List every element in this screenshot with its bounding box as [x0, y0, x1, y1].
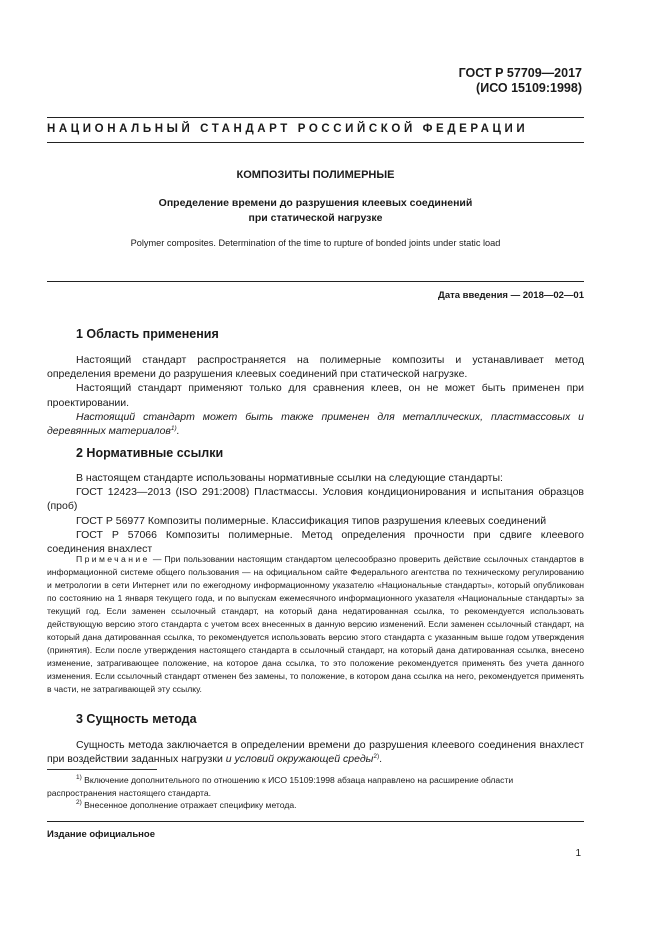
page-number: 1: [575, 848, 581, 859]
section-1-body: [47, 353, 584, 438]
footnote-ref-1: 1): [170, 425, 177, 433]
iso-number: (ИСО 15109:1998): [476, 81, 582, 95]
footnote-1: [47, 774, 584, 799]
section-1-paragraph-3-end: .: [176, 425, 180, 438]
section-1-paragraph-2: Настоящий стандарт применяют только для сравнения клеев, он не может быть применен при проектировании.: [47, 382, 584, 409]
section-3-heading: 3 Сущность метода: [76, 712, 197, 726]
footnote-1-mark: 1): [76, 774, 82, 781]
footnote-separator: [47, 769, 157, 770]
standard-code: [459, 66, 582, 96]
section-1-heading: 1 Область применения: [76, 327, 219, 341]
note-block: [47, 553, 584, 696]
footnote-2-mark: 2): [76, 799, 82, 806]
section-1-paragraph-3: [47, 410, 584, 438]
section-1-paragraph-3-text: Настоящий стандарт может быть также применен для металлических, пластмассовых и деревянных материалов: [47, 410, 584, 438]
footnote-ref-2: 2): [373, 753, 380, 761]
normative-ref-2: ГОСТ Р 56977 Композиты полимерные. Классификация типов разрушения клеевых соединений: [76, 514, 547, 527]
date-of-introduction: Дата введения — 2018—02—01: [438, 290, 584, 301]
footnote-2: [47, 799, 584, 812]
normative-ref-1: ГОСТ 12423—2013 (ISO 291:2008) Пластмассы. Условия кондиционирования и испытания образцов (проб): [47, 486, 584, 513]
note-label: Примечание: [76, 554, 150, 564]
national-standard-banner: НАЦИОНАЛЬНЫЙ СТАНДАРТ РОССИЙСКОЙ ФЕДЕРАЦИИ: [47, 123, 529, 135]
standard-number: ГОСТ Р 57709—2017: [458, 66, 582, 80]
footnote-2-text: Внесенное дополнение отражает специфику метода.: [84, 800, 297, 810]
sub-title-line-1: Определение времени до разрушения клеевых соединений: [158, 197, 473, 209]
normative-ref-3: ГОСТ Р 57066 Композиты полимерные. Метод определения прочности при сдвиге клеевого соединения внахлест: [47, 528, 584, 556]
section-1-paragraph-1: Настоящий стандарт распространяется на полимерные композиты и устанавливает метод определения времени до разрушения клеевых соединений при статической нагрузке.: [47, 354, 584, 381]
header-rule-bottom: [47, 142, 584, 143]
section-2-heading: 2 Нормативные ссылки: [76, 446, 224, 460]
normative-intro: В настоящем стандарте использованы нормативные ссылки на следующие стандарты:: [76, 472, 503, 484]
sub-title: [47, 196, 584, 226]
note-text: — При пользовании настоящим стандартом целесообразно проверить действие ссылочных стандартов в информационной системе общего пользования — на официальном сайте Федерального агентства по техническому регулированию и метрологии в сети Интернет или по ежегодному информационному указателю «Национальные стандарты», который опубликован по состоянию на 1 января текущего года, и по выпускам ежемесячного информационного указателя «Национальные стандарты» за текущий год. Если заменен ссылочный стандарт, на который дана недатированная ссылка, то рекомендуется использовать действующую версию этого стандарта с учетом всех внесенных в данную версию изменений. Если заменен ссылочный стандарт, на который дана датированная ссылка, то рекомендуется использовать версию этого стандарта с указанным выше годом утверждения (принятия). Если после утверждения настоящего стандарта в ссылочный стандарт, на который дана датированная ссылка, внесено изменение, затрагивающее положение, на которое дана ссылка, то это положение рекомендуется применять без учета данного изменения. Если ссылочный стандарт отменен без замены, то положение, в котором дана ссылка на него, рекомендуется применять в части, не затрагивающей эту ссылку.: [47, 554, 584, 694]
section-3-paragraph-1: [47, 738, 584, 766]
english-title: Polymer composites. Determination of the time to rupture of bonded joints under static load: [130, 238, 501, 248]
sub-title-line-2: при статической нагрузке: [248, 212, 383, 224]
section-3-paragraph-1-italic: и условий окружающей среды: [222, 753, 374, 766]
footnote-1-text: Включение дополнительного по отношению к ИСО 15109:1998 абзаца направлено на расширение области распространения настоящего стандарта.: [47, 775, 514, 798]
header-rule-top: [47, 117, 584, 118]
section-2-body: [47, 471, 584, 556]
official-edition-label: Издание официальное: [47, 829, 155, 840]
title-rule: [47, 281, 584, 282]
main-title: КОМПОЗИТЫ ПОЛИМЕРНЫЕ: [236, 169, 395, 181]
section-3-paragraph-1-end: .: [379, 753, 383, 766]
footnotes: [47, 774, 584, 812]
section-3-body: [47, 738, 584, 766]
section-3-paragraph-1-text: Сущность метода заключается в определении времени до разрушения клеевого соединения внахлест при воздействии заданных нагрузки: [47, 739, 584, 766]
footer-rule: [47, 821, 584, 822]
